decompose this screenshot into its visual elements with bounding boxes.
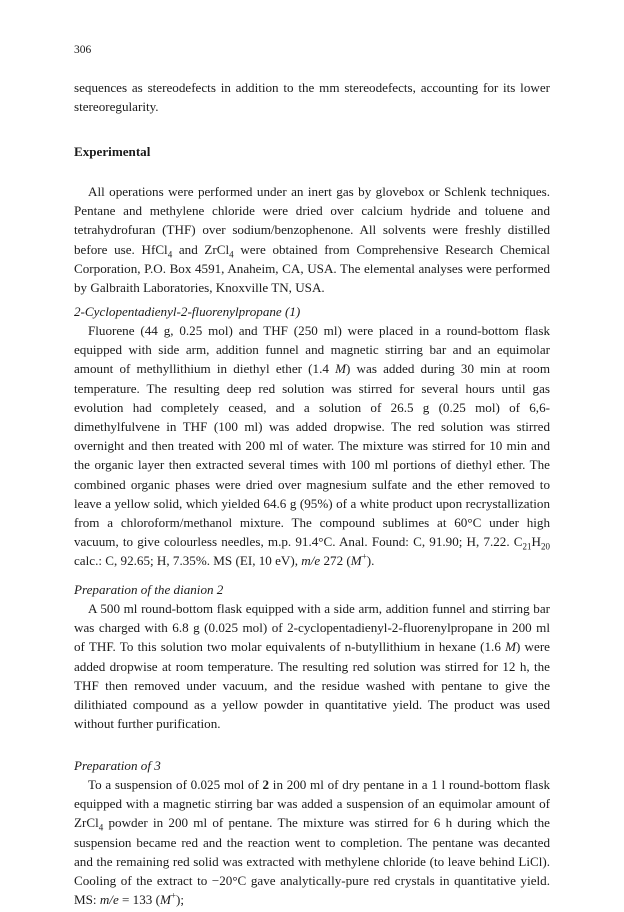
- section-title-dianion-2: Preparation of the dianion 2: [74, 582, 224, 597]
- compound-1-paragraph: Fluorene (44 g, 0.25 mol) and THF (250 ml) were placed in a round-bottom flask equipped with side arm, addition funnel and magnetic stirring bar and an equimolar amount of methyllithium in diethyl ether (1.4 M) was added during 30 min at room temperature. The resulting deep red solution was stirred for several hours until gas evolution had completely ceased, and a solution of 26.5 g (0.25 mol) of 6,6-dimethylfulvene in THF (100 ml) was added dropwise. The red solution was stirred overnight and then treated with 200 ml of water. The mixture was stirred for 10 min and the organic layer then extracted several times with 100 ml portions of diethyl ether. The combined organic phases were dried over magnesium sulfate and the ether removed to leave a yellow solid, which yielded 64.6 g (95%) of a white product upon recrystallization from a chloroform/methanol mixture. The compound sublimes at 60°C under high vacuum, to give colourless needles, m.p. 91.4°C. Anal. Found: C, 91.90; H, 7.22. $C_{21}H_{20}$ calc.: C, 92.65; H, 7.35%. MS (EI, 10 eV), m/e 272 (M+).: [74, 323, 550, 569]
- general-paragraph: All operations were performed under an inert gas by glovebox or Schlenk techniques. Pentane and methylene chloride were dried over calcium hydride and toluene and tetrahydrofuran (THF) over sodium/benzophenone. All solvents were freshly distilled before use. HfCl$_4$ and ZrCl$_4$ were obtained from Comprehensive Research Chemical Corporation, P.O. Box 4591, Anaheim, CA, USA. The elemental analyses were performed by Galbraith Laboratories, Knoxville TN, USA.: [74, 184, 550, 296]
- intro-paragraph: sequences as stereodefects in addition to the mm stereodefects, accounting for its lower stereoregularity.: [74, 80, 550, 115]
- section-heading-experimental: Experimental: [74, 144, 151, 159]
- dianion-2-paragraph: A 500 ml round-bottom flask equipped with a side arm, addition funnel and stirring bar was charged with 6.8 g (0.025 mol) of 2-cyclopentadienyl-2-fluorenylpropane in 200 ml of THF. To this solution two molar equivalents of n-butyllithium in hexane (1.6 M) were added dropwise at room temperature. The resulting red solution was stirred for 12 h, the THF then removed under vacuum, and the residue washed with pentane to give the dilithiated compound as a yellow powder in quantitative yield. The product was used without further purification.: [74, 601, 550, 732]
- compound-3-paragraph: To a suspension of 0.025 mol of 2 in 200 ml of dry pentane in a 1 l round-bottom flask equipped with a magnetic stirring bar was added a suspension of an equimolar amount of ZrCl$_4$ powder in 200 ml of pentane. The mixture was stirred for 6 h during which the suspension became red and the reaction went to completion. The pentane was decanted and the remaining red solid was extracted with methylene chloride (to leave behind LiCl). Cooling of the extract to −20°C gave analytically-pure red crystals in quantitative yield. MS: m/e = 133 (M+);: [74, 777, 550, 908]
- page-number: 306: [74, 44, 92, 56]
- section-title-compound-1: 2-Cyclopentadienyl-2-fluorenylpropane (1): [74, 304, 301, 319]
- section-title-compound-3: Preparation of 3: [74, 758, 161, 773]
